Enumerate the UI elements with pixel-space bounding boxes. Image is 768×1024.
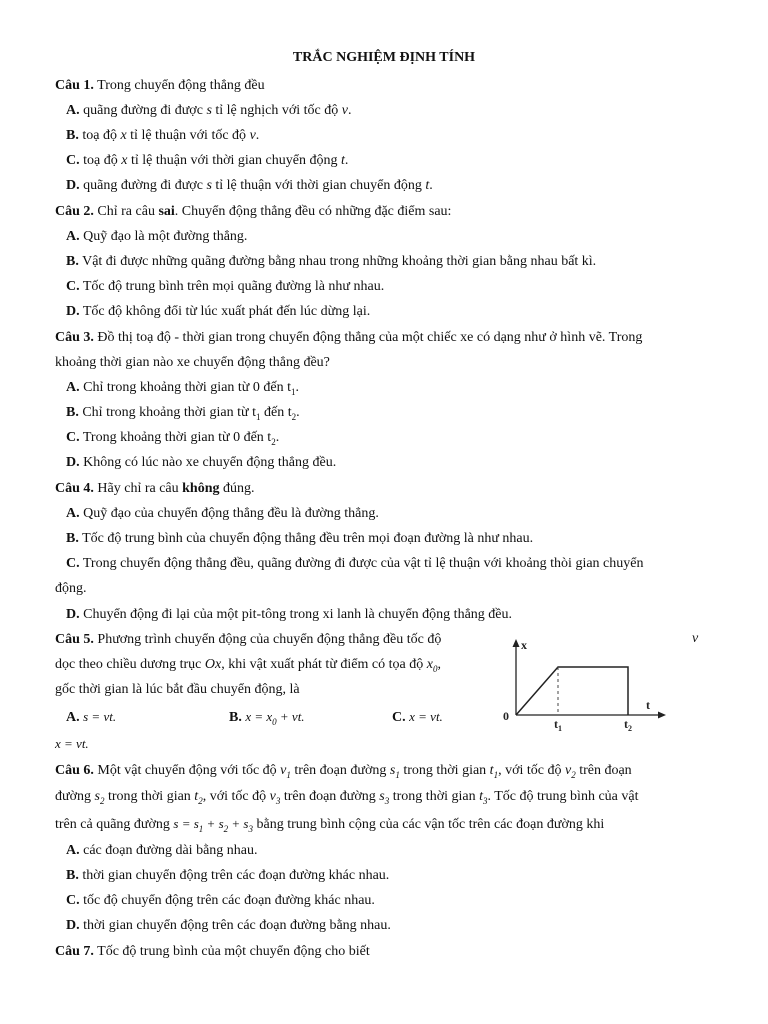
q1-option-d [66,177,726,195]
option-text: Chỉ trong khoảng thời gian từ 0 đến t [79,380,291,395]
origin-label: 0 [503,709,509,723]
subscript: 3 [248,823,253,834]
q2-option-b [66,253,726,271]
option-label: A. [66,843,80,858]
option-label: D. [66,178,80,193]
option-label: D. [66,607,80,622]
q4-option-c-cont [55,580,715,598]
option-text: Tốc độ trung bình của chuyển động thẳng đều trên mọi đoạn đường là như nhau. [78,531,534,546]
question-stem: gốc thời gian là lúc bắt đầu chuyển động, là [55,682,300,697]
position-time-graph [500,637,670,733]
q6-option-b [66,867,726,885]
option-label: B. [66,254,79,269]
variable: s [379,789,385,804]
question-stem: đúng. [219,481,255,496]
formula: x = vt. [409,709,443,724]
option-text: tỉ lệ thuận với thời gian chuyển động [211,178,426,193]
variable: v [269,789,276,804]
variable: v [280,763,287,778]
q3-option-b [66,404,726,422]
subscript: 1 [198,823,204,834]
variable: s [206,103,212,118]
option-text: Tốc độ trung bình trên mọi quãng đường là như nhau. [79,279,385,294]
q5-option-a [66,708,196,727]
option-label: D. [66,918,80,933]
graph-line [516,667,628,715]
question-1 [55,77,715,95]
option-text: Trong chuyển động thẳng đều, quãng đường đi được của vật tỉ lệ thuận với khoảng thòi gian chuyển [79,556,644,571]
option-text: . [429,178,433,193]
subscript: 2 [291,411,297,422]
option-text: Vật đi được những quãng đường bằng nhau trong những khoảng thời gian bằng nhau bất kì. [78,254,597,269]
q3-option-c [66,429,726,447]
variable: s [389,763,396,778]
question-stem: trong thời gian [399,763,490,778]
subscript: 1 [291,386,296,397]
option-text: tỉ lệ thuận với tốc độ [126,128,250,143]
t-axis-label: t [646,698,650,712]
page-title: TRẮC NGHIỆM ĐỊNH TÍNH [292,50,476,65]
option-text: động. [55,581,87,596]
q4-option-d [66,606,726,624]
question-stem: . Tốc độ trung bình của vật [487,789,639,804]
question-label: Câu 6. [55,763,94,778]
q6-option-d [66,917,726,935]
q1-option-a [66,102,726,120]
question-stem: trên cả quãng đường [55,817,174,832]
subscript: 2 [99,795,105,806]
option-text: Trong khoảng thời gian từ 0 đến t [79,430,272,445]
variable: t [340,153,345,168]
question-3 [55,329,715,347]
question-stem: Tốc độ trung bình của một chuyển động cho biết [93,944,370,959]
subscript: 2 [198,795,203,806]
variable: v [249,128,256,143]
formula: s = vt. [83,709,117,724]
option-label: C. [66,279,80,294]
question-2 [55,203,715,221]
option-text: toạ độ [78,128,121,143]
option-text: thời gian chuyển động trên các đoạn đường khác nhau. [78,868,390,883]
variable: t [425,178,430,193]
question-label: Câu 2. [55,204,94,219]
variable: v [341,103,348,118]
subscript: 0 [432,663,438,674]
option-label: C. [66,893,80,908]
option-label: A. [66,103,80,118]
option-text: . [275,430,280,445]
q4-option-c [66,555,726,573]
option-text: Tốc độ không đổi từ lúc xuất phát đến lúc dừng lại. [79,304,371,319]
variable: t [479,789,483,804]
q2-option-a [66,228,726,246]
option-text: . [348,103,352,118]
question-stem: . Chuyển động thẳng đều có những đặc điểm sau: [174,204,452,219]
option-text: đến t [260,405,292,420]
q2-option-c [66,278,726,296]
question-label: Câu 3. [55,330,94,345]
subscript: 2 [571,769,576,780]
question-stem: bằng trung bình cộng của các vận tốc trên các đoạn đường khi [252,817,605,832]
subscript: 1 [395,769,400,780]
question-stem: Hãy chỉ ra câu [93,481,183,496]
question-label: Câu 1. [55,78,94,93]
question-stem: Một vật chuyển động với tốc độ [93,763,281,778]
variable: t [194,789,199,804]
q6-option-c [66,892,726,910]
variable: x [120,128,127,143]
question-stem-emphasis: sai [158,204,175,219]
q1-option-b [66,127,726,145]
option-text: quãng đường đi được [79,178,207,193]
option-label: C. [66,430,80,445]
question-stem: khoảng thời gian nào xe chuyển động thẳng đều? [55,355,330,370]
option-text: quãng đường đi được [79,103,207,118]
t-axis-arrow [658,712,666,719]
option-text: . [296,405,300,420]
question-stem: Chỉ ra câu [93,204,159,219]
subscript: 0 [272,716,277,727]
option-label: D. [66,304,80,319]
option-label: C. [392,710,406,725]
subscript: 1 [256,411,261,422]
formula: + s [228,816,249,831]
question-7 [55,943,715,961]
question-stem: Phương trình chuyển động của chuyển động thẳng đều tốc độ [93,632,442,647]
question-label: Câu 5. [55,632,94,647]
q4-option-b [66,530,726,548]
t2-label: $t_2$ [624,717,632,733]
formula: + vt. [276,709,305,724]
subscript: 2 [223,823,229,834]
option-text: Chuyển động đi lại của một pit-tông trong xi lanh là chuyển động thẳng đều. [79,607,512,622]
question-stem: đường [55,789,95,804]
question-5-cont2 [55,681,495,699]
speed-variable: v [692,631,699,646]
option-text: Chỉ trong khoảng thời gian từ t [78,405,256,420]
question-stem: , với tốc độ [202,789,270,804]
q3-option-d [66,454,726,472]
subscript: 3 [275,795,281,806]
option-label: A. [66,710,80,725]
question-stem: trên đoạn đường [280,789,380,804]
question-3-cont [55,354,715,372]
formula: + s [203,816,224,831]
option-text: Quỹ đạo là một đường thẳng. [79,229,248,244]
subscript: 3 [384,795,390,806]
option-label: C. [66,556,80,571]
option-text: Không có lúc nào xe chuyển động thẳng đều. [79,455,337,470]
question-stem: , với tốc độ [498,763,565,778]
question-5 [55,631,495,649]
question-stem: dọc theo chiều dương trục [55,657,205,672]
option-text: . [344,153,349,168]
option-label: B. [66,531,79,546]
option-label: B. [66,128,79,143]
x-axis-label: x [521,638,527,652]
q5-option-b [229,708,379,727]
option-text: toạ độ [79,153,122,168]
subscript: 1 [286,769,291,780]
option-text: tốc độ chuyển động trên các đoạn đường khác nhau. [79,893,375,908]
option-text: Quỹ đạo của chuyển động thẳng đều là đường thẳng. [79,506,379,521]
question-6 [55,762,715,780]
q5-option-c [392,708,492,727]
option-label: D. [66,455,80,470]
question-stem: , [437,657,441,672]
option-label: A. [66,506,80,521]
x-axis-arrow [513,639,520,647]
formula: s = s [173,816,199,831]
question-stem: trên đoạn đường [290,763,390,778]
option-text: tỉ lệ nghịch với tốc độ [211,103,342,118]
question-6-cont2 [55,815,715,834]
q6-option-a [66,842,726,860]
option-text: thời gian chuyển động trên các đoạn đường bằng nhau. [79,918,391,933]
question-6-cont [55,788,715,806]
question-stem: Đồ thị toạ độ - thời gian trong chuyển động thẳng của một chiếc xe có dạng như ở hình vẽ. Trong [93,330,643,345]
variable: s [206,178,212,193]
subscript: 3 [482,795,488,806]
option-text: tỉ lệ thuận với thời gian chuyển động [127,153,341,168]
option-text: các đoạn đường dài bằng nhau. [79,843,258,858]
variable: v [564,763,572,778]
question-5-cont [55,656,495,674]
q2-option-d [66,303,726,321]
formula: x = vt. [55,736,89,751]
t1-label: $t_1$ [554,717,562,733]
variable: x [426,657,433,672]
option-label: A. [66,380,80,395]
question-stem: trên đoạn [575,763,632,778]
question-4 [55,480,715,498]
option-text: . [295,380,299,395]
option-label: B. [229,710,242,725]
option-label: B. [66,405,79,420]
variable: t [489,763,494,778]
option-text: . [255,128,260,143]
question-stem-emphasis: không [182,481,220,496]
q4-option-a [66,505,726,523]
variable: x [121,153,128,168]
q1-option-c [66,152,726,170]
question-label: Câu 7. [55,944,94,959]
option-label: B. [66,868,79,883]
question-stem: trong thời gian [389,789,480,804]
variable: s [94,789,100,804]
variable: Ox [204,657,222,672]
question-label: Câu 4. [55,481,94,496]
q5-option-d [55,735,715,754]
question-stem: trong thời gian [104,789,195,804]
question-stem: Trong chuyển động thẳng đều [93,78,265,93]
formula: x = x [245,709,273,724]
question-stem: , khi vật xuất phát từ điểm có tọa độ [221,657,427,672]
subscript: 2 [271,436,276,447]
option-label: A. [66,229,80,244]
q3-option-a [66,379,726,397]
subscript: 1 [493,769,499,780]
option-label: C. [66,153,80,168]
